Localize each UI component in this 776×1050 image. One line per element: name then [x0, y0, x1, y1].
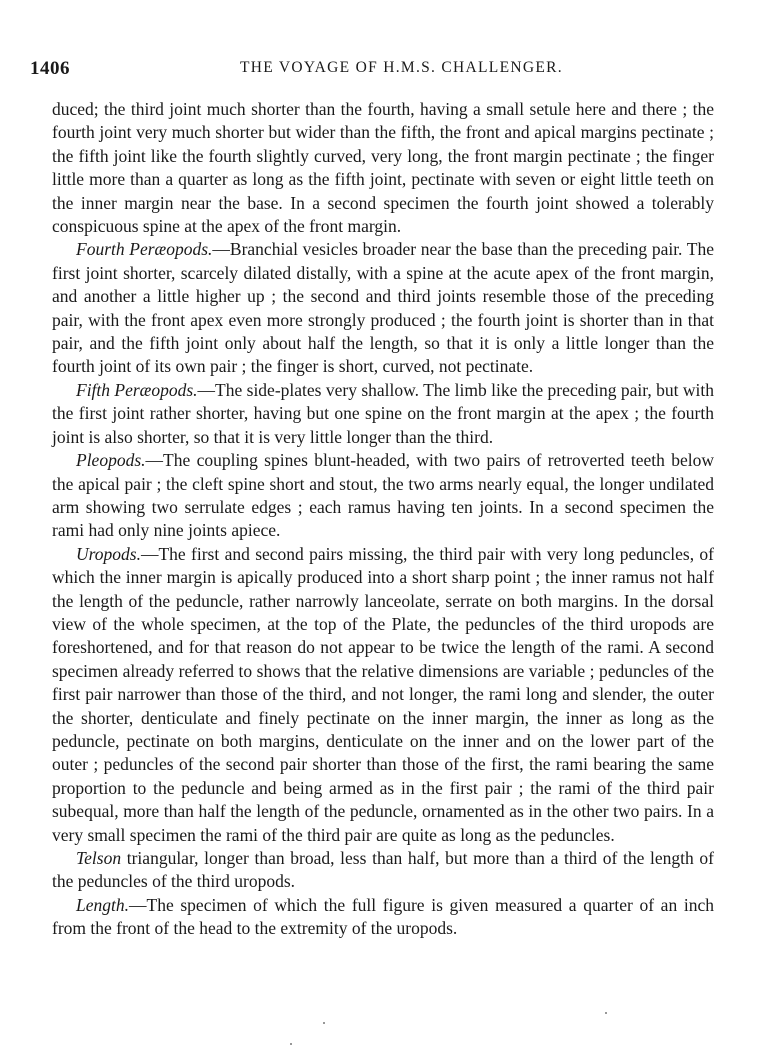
paragraph-text: —The coupling spines blunt-headed, with two pairs of retroverted teeth below the apical pair ; the cleft spine short and stout, the two arms nearly equal, the longer undilated arm showing two serrulate edges ; each ramus having ten joints. In a second specimen the rami had only nine joints apiece. [52, 450, 714, 541]
section-heading: Length. [76, 894, 129, 915]
section-heading: Fourth Peræopods. [76, 239, 213, 260]
section-heading: Fifth Peræopods. [76, 379, 198, 400]
section-heading: Uropods. [76, 543, 141, 564]
paragraph-text: —The side-plates very shallow. The limb like the preceding pair, but with the first joint rather shorter, having but one spine on the front margin at the apex ; the fourth joint is also shorter, so that it is very little longer than the third. [52, 379, 715, 447]
body-text [52, 98, 714, 941]
paragraph-text: triangular, longer than broad, less than half, but more than a third of the length of the peduncles of the third uropods. [52, 848, 714, 892]
running-title: THE VOYAGE OF H.M.S. CHALLENGER. [240, 59, 563, 76]
paragraph-pleopods [52, 449, 714, 543]
scan-speck [605, 1012, 607, 1014]
paragraph-telson [52, 847, 714, 894]
paragraph-third-peraeopods-continued [52, 98, 714, 238]
paragraph-fifth-peraeopods [52, 379, 714, 449]
page-number: 1406 [30, 58, 70, 79]
scan-speck [290, 1043, 292, 1045]
section-heading: Telson [76, 848, 122, 868]
section-heading: Pleopods. [76, 450, 146, 471]
paragraph-text: —Branchial vesicles broader near the base than the preceding pair. The first joint shorter, scarcely dilated distally, with a spine at the acute apex of the front margin, and another a little higher up ; the second and third joints resemble those of the preceding pair, with the front apex even more strongly produced ; the fourth joint is shorter than in that pair, and the fifth joint only about half the length, so that it is only a little longer than the fourth joint of its own pair ; the finger is short, curved, not pectinate. [52, 239, 714, 377]
paragraph-length [52, 894, 714, 941]
scan-speck [323, 1022, 325, 1024]
paragraph-text: —The first and second pairs missing, the third pair with very long peduncles, of which the inner margin is apically produced into a short sharp point ; the inner ramus not half the length of the peduncle, rather narrowly lanceolate, serrate on both margins. In the dorsal view of the whole specimen, at the top of the Plate, the peduncles of the third uropods are foreshortened, and for that reason do not appear to be twice the length of the rami. A second specimen already referred to shows that the relative dimensions are variable ; peduncles of the first pair narrower than those of the third, and not longer, the rami long and slender, the outer the shorter, denticulate and finely pectinate on the inner margin, the inner as long as the peduncle, pectinate on both margins, denticulate on the inner and on the lower part of the outer ; peduncles of the second pair shorter than those of the first, the rami bearing the same proportion to the peduncle and being armed as in the first pair ; the rami of the third pair subequal, more than half the length of the peduncle, ornamented as in the other two pairs. In a very small specimen the rami of the third pair are quite as long as the peduncles. [52, 543, 714, 845]
paragraph-text: —The specimen of which the full figure is given measured a quarter of an inch from the front of the head to the extremity of the uropods. [52, 894, 714, 939]
page-header [30, 58, 725, 82]
paragraph-fourth-peraeopods [52, 238, 714, 378]
paragraph-text: duced; the third joint much shorter than the fourth, having a small setule here and there ; the fourth joint very much shorter but wider than the fifth, the front and apical margins pectinate ; the fifth joint like the fourth slightly curved, very long, the front margin pectinate ; the finger little more than a quarter as long as the fifth joint, pectinate with seven or eight little teeth on the inner margin near the base. In a second specimen the fourth joint showed a tolerably conspicuous spine at the apex of the front margin. [52, 99, 714, 237]
paragraph-uropods [52, 543, 714, 847]
